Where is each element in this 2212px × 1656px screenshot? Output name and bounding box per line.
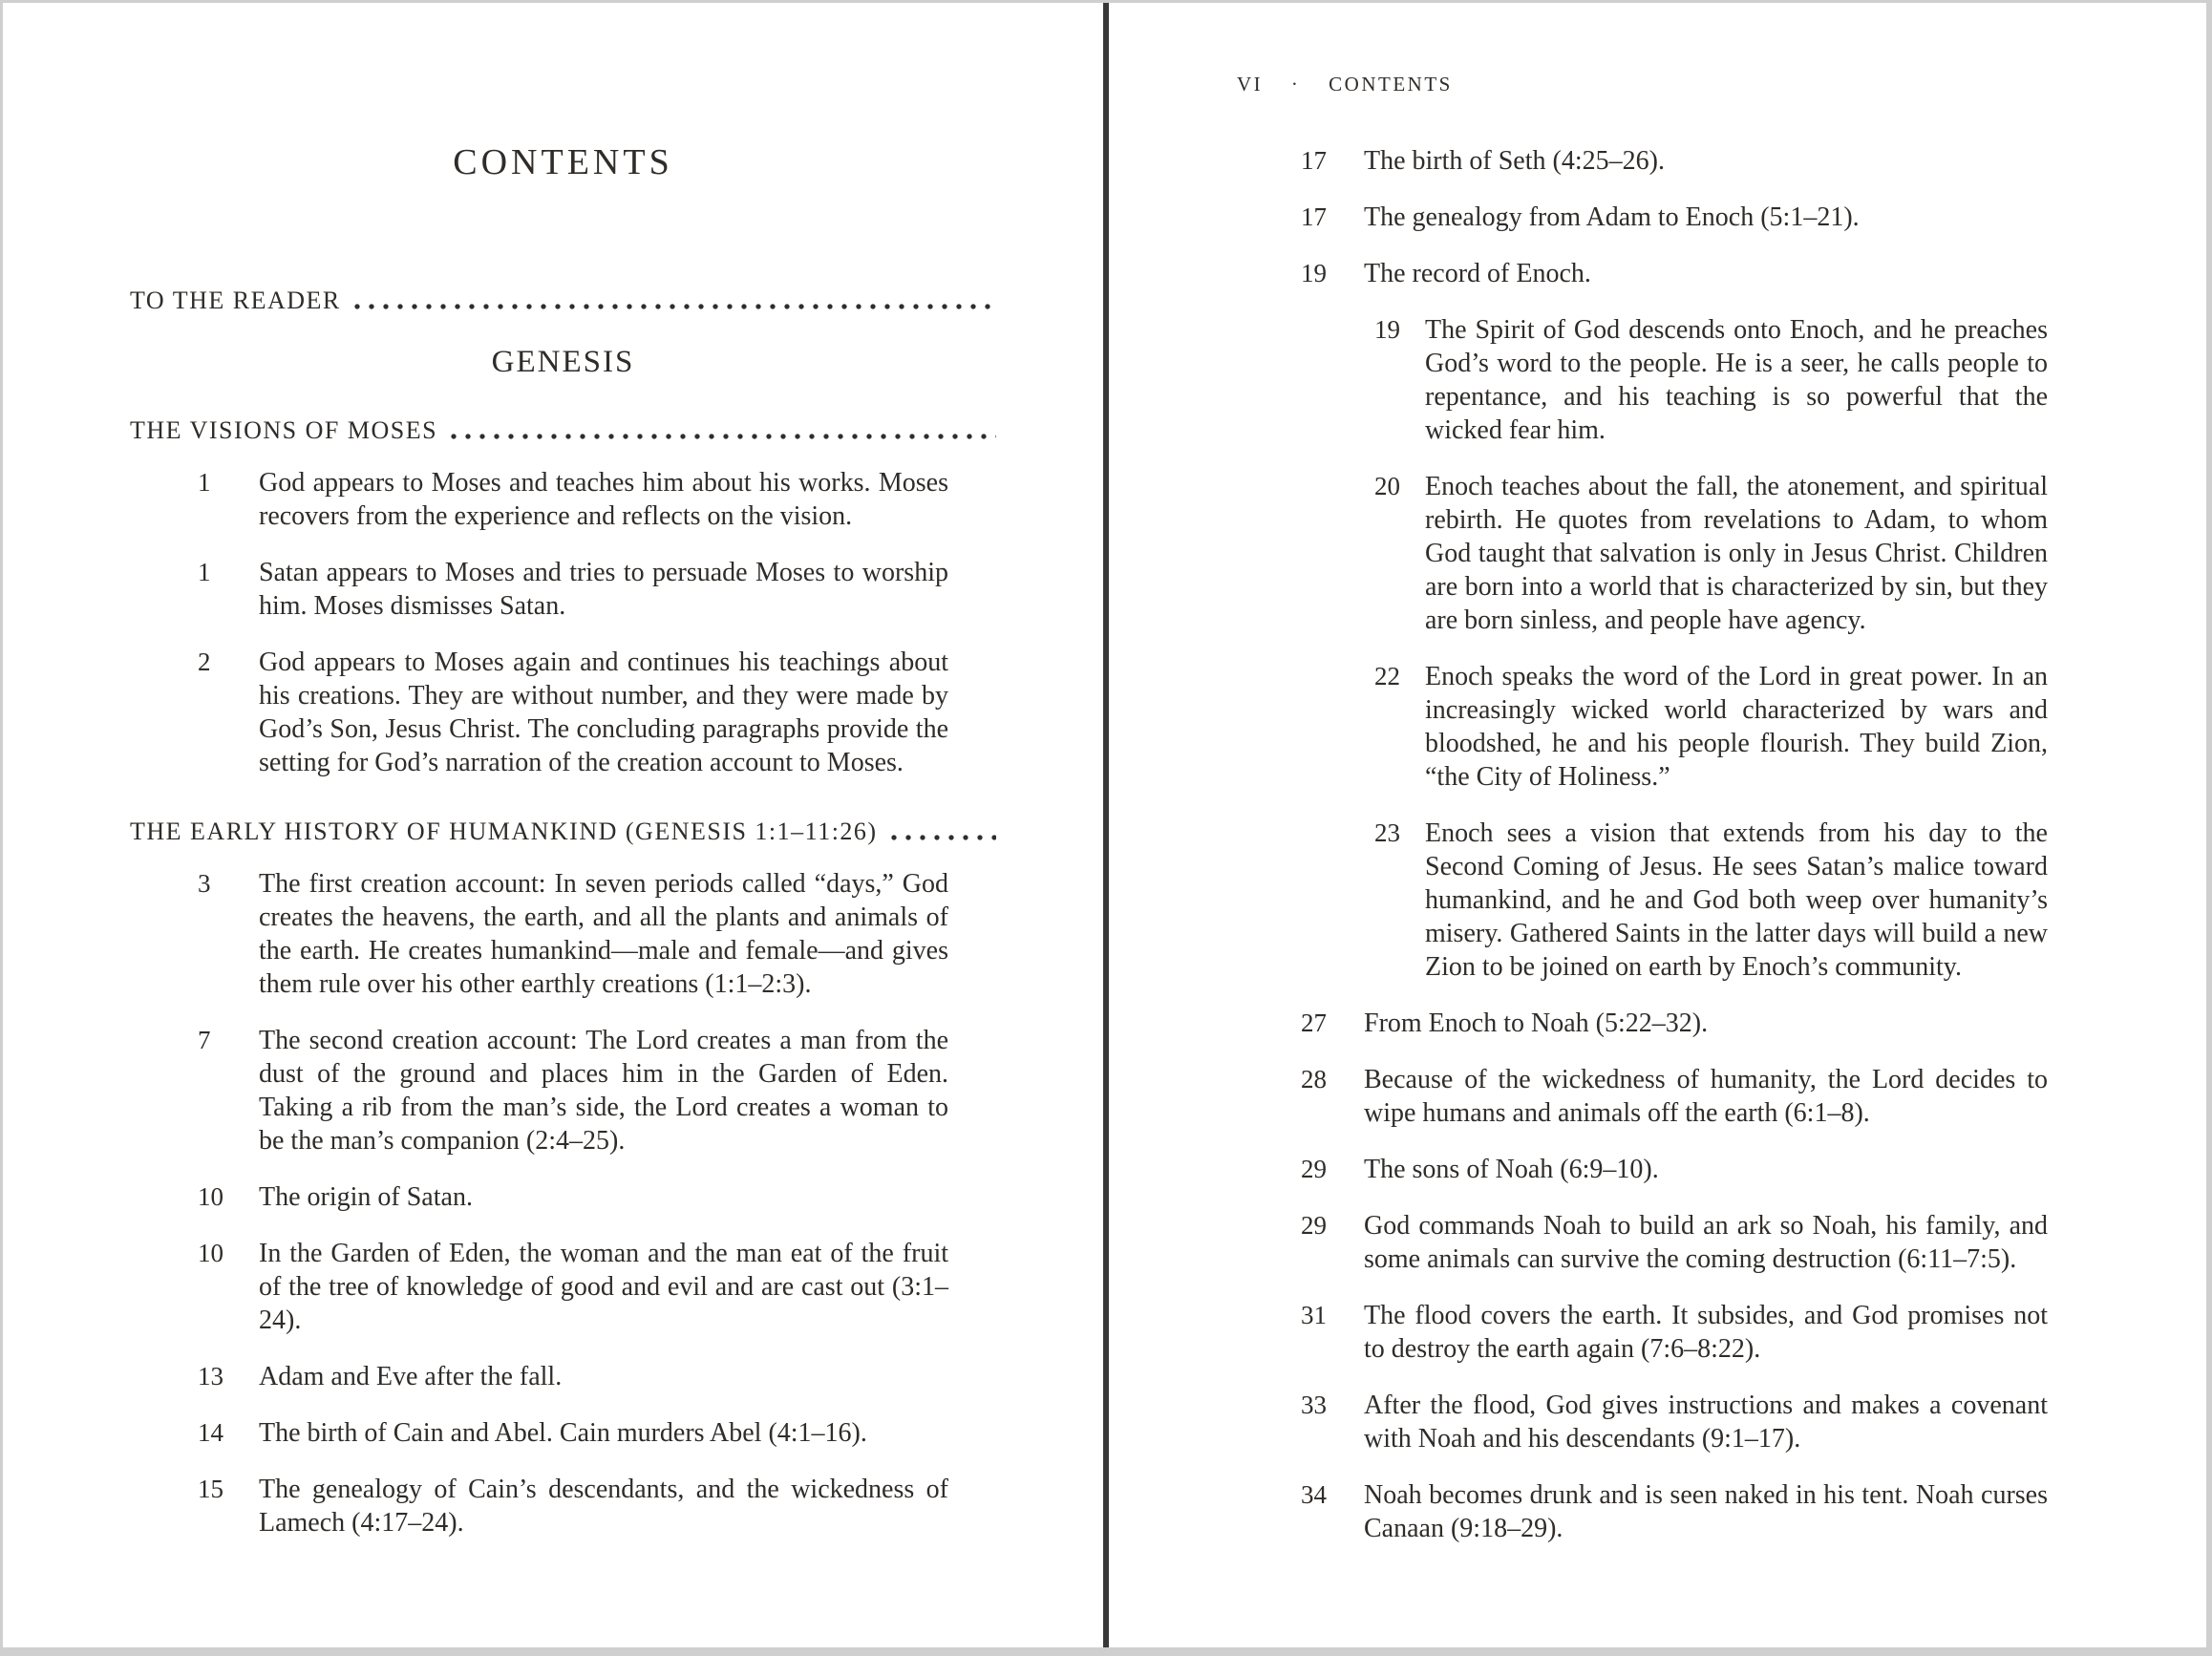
toc-entry <box>1301 1478 2048 1545</box>
dot-leader <box>351 302 996 311</box>
toc-entry <box>198 556 948 623</box>
toc-entry <box>198 466 948 533</box>
entry-page-number: 23 <box>1374 818 1400 847</box>
entry-text: The sons of Noah (6:9–10). <box>1364 1155 1659 1184</box>
toc-entry <box>1301 257 2048 290</box>
early-history-entries <box>130 867 996 1539</box>
entry-text: Enoch teaches about the fall, the atonement, and spiritual rebirth. He quotes from revelations to Adam, to whom God taught that salvation is only in Jesus Christ. Children are born into a world that is characterized by sin, but they are born sinless, and people have agency. <box>1425 472 2048 635</box>
section-heading-label: THE VISIONS OF MOSES <box>130 416 438 444</box>
visions-entries <box>130 466 996 779</box>
entry-text: God appears to Moses again and continues his teachings about his creations. They are without number, and they were made by God’s Son, Jesus Christ. The concluding paragraphs provide the setting for God’s narration of the creation account to Moses. <box>259 648 948 777</box>
toc-entry <box>1301 1063 2048 1130</box>
toc-entry <box>1301 144 2048 178</box>
entry-text: Enoch sees a vision that extends from his day to the Second Coming of Jesus. He sees Satan’s malice toward humankind, and he and God both weep over humanity’s misery. Gathered Saints in the latter days will build a new Zion to be joined on earth by Enoch’s community. <box>1425 818 2048 982</box>
entry-page-number: 29 <box>1301 1155 1327 1183</box>
folio-page-number: VI <box>1237 73 1264 96</box>
entry-text: The flood covers the earth. It subsides, and God promises not to destroy the earth again (7:6–8:22). <box>1364 1301 2048 1364</box>
running-header-title: CONTENTS <box>1329 73 1453 96</box>
toc-subentry <box>1374 470 2048 637</box>
contents-title: CONTENTS <box>453 142 673 182</box>
toc-section-to-the-reader <box>130 285 996 317</box>
entry-text: The first creation account: In seven periods called “days,” God creates the heavens, the earth, and all the plants and animals of the earth. He creates humankind—male and female—and gives them rule over his other earthly creations (1:1–2:3). <box>259 869 948 999</box>
toc-entry <box>198 646 948 779</box>
entry-page-number: 13 <box>198 1362 223 1391</box>
toc-subentry <box>1374 660 2048 794</box>
section-heading-label: TO THE READER <box>130 287 341 314</box>
entry-text: The record of Enoch. <box>1364 259 1591 288</box>
entry-page-number: 33 <box>1301 1391 1327 1419</box>
entry-page-number: 3 <box>198 869 211 898</box>
entry-page-number: 1 <box>198 468 211 497</box>
running-header <box>1237 72 2048 96</box>
header-separator-dot: · <box>1290 73 1301 96</box>
entry-text: In the Garden of Eden, the woman and the man eat of the fruit of the tree of knowledge of good and evil and are cast out (3:1–24). <box>259 1239 948 1335</box>
entry-page-number: 14 <box>198 1418 223 1447</box>
toc-entry <box>1301 1007 2048 1040</box>
entry-text: After the flood, God gives instructions and makes a covenant with Noah and his descendants (9:1–17). <box>1364 1391 2048 1454</box>
entry-text: The origin of Satan. <box>259 1182 473 1212</box>
entry-page-number: 10 <box>198 1239 223 1267</box>
entry-page-number: 10 <box>198 1182 223 1211</box>
entry-text: The birth of Seth (4:25–26). <box>1364 146 1665 176</box>
toc-entry <box>1301 1299 2048 1366</box>
entry-page-number: 1 <box>198 558 211 586</box>
dot-leader <box>887 833 996 842</box>
entry-text: From Enoch to Noah (5:22–32). <box>1364 1008 1709 1038</box>
toc-entry <box>1301 1209 2048 1276</box>
entry-page-number: 34 <box>1301 1480 1327 1509</box>
toc-subentry <box>1374 313 2048 447</box>
entry-text: The Spirit of God descends onto Enoch, and he preaches God’s word to the people. He is a seer, he calls people to repentance, and his teaching is so powerful that the wicked fear him. <box>1425 315 2048 445</box>
genesis-heading: GENESIS <box>491 345 635 379</box>
entry-text: Enoch speaks the word of the Lord in great power. In an increasingly wicked world characterized by wars and bloodshed, he and his people flourish. They build Zion, “the City of Holiness.” <box>1425 662 2048 792</box>
entry-page-number: 7 <box>198 1026 211 1054</box>
toc-entry <box>198 1360 948 1393</box>
section-heading-label: THE EARLY HISTORY OF HUMANKIND (GENESIS 1:1–11:26) <box>130 817 878 845</box>
entry-page-number: 2 <box>198 648 211 676</box>
toc-entry <box>198 1180 948 1214</box>
entry-text: Noah becomes drunk and is seen naked in his tent. Noah curses Canaan (9:18–29). <box>1364 1480 2048 1543</box>
toc-section-visions-of-moses <box>130 414 996 447</box>
toc-entry <box>198 1237 948 1337</box>
toc-subentry <box>1374 817 2048 984</box>
toc-entry <box>198 867 948 1001</box>
entry-page-number: 28 <box>1301 1065 1327 1093</box>
entry-page-number: 22 <box>1374 662 1400 690</box>
entry-page-number: 17 <box>1301 202 1327 231</box>
entry-text: The birth of Cain and Abel. Cain murders Abel (4:1–16). <box>259 1418 867 1448</box>
entry-text: God appears to Moses and teaches him about his works. Moses recovers from the experience and reflects on the vision. <box>259 468 948 531</box>
entry-text: God commands Noah to build an ark so Noah, his family, and some animals can survive the coming destruction (6:11–7:5). <box>1364 1211 2048 1274</box>
entry-page-number: 19 <box>1374 315 1400 344</box>
entry-text: The genealogy of Cain’s descendants, and the wickedness of Lamech (4:17–24). <box>259 1475 948 1538</box>
toc-entry <box>198 1416 948 1450</box>
entry-page-number: 20 <box>1374 472 1400 500</box>
entry-text: The genealogy from Adam to Enoch (5:1–21). <box>1364 202 1860 232</box>
entry-text: Adam and Eve after the fall. <box>259 1362 563 1391</box>
entry-text: The second creation account: The Lord creates a man from the dust of the ground and places him in the Garden of Eden. Taking a rib from the man’s side, the Lord creates a woman to be the man’s companion (2:4–25). <box>259 1026 948 1156</box>
dot-leader <box>447 432 996 441</box>
left-page <box>3 3 1103 1647</box>
entry-text: Because of the wickedness of humanity, the Lord decides to wipe humans and animals off the earth (6:1–8). <box>1364 1065 2048 1128</box>
entry-text: Satan appears to Moses and tries to persuade Moses to worship him. Moses dismisses Satan. <box>259 558 948 621</box>
right-page-entries <box>1237 144 2048 1568</box>
toc-entry <box>1301 1153 2048 1186</box>
toc-section-early-history <box>130 816 996 848</box>
toc-entry <box>198 1473 948 1539</box>
toc-entry <box>1301 201 2048 234</box>
entry-page-number: 27 <box>1301 1008 1327 1037</box>
entry-page-number: 29 <box>1301 1211 1327 1240</box>
right-page <box>1109 3 2206 1647</box>
toc-entry <box>198 1024 948 1157</box>
entry-page-number: 17 <box>1301 146 1327 175</box>
entry-page-number: 31 <box>1301 1301 1327 1329</box>
entry-page-number: 15 <box>198 1475 223 1503</box>
toc-entry <box>1301 1389 2048 1455</box>
entry-page-number: 19 <box>1301 259 1327 287</box>
